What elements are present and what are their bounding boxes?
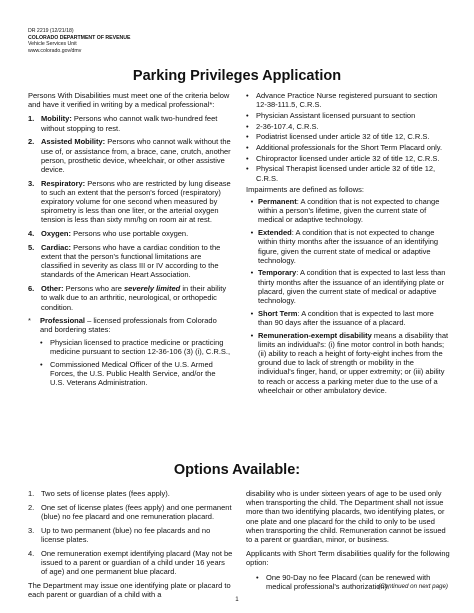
professional-more-text: Podiatrist licensed under article 32 of title 12, C.R.S. <box>256 132 430 142</box>
bullet-icon: • <box>246 121 249 131</box>
professional-item <box>40 338 231 356</box>
bullet-icon: • <box>40 337 43 347</box>
criterion-label: Assisted Mobility: <box>41 137 106 147</box>
criterion-body <box>41 114 231 132</box>
form-id: DR 2219 (12/21/18) <box>28 28 74 34</box>
criterion-item <box>28 114 231 132</box>
asterisk-marker: * <box>28 316 31 326</box>
criterion-text: Persons who have a cardiac condition to the extent that the person's functional limitations are classified in severity as class III or IV according to the standards of the American Heart Association. <box>41 242 221 280</box>
impairment-text: : A condition that is expected to last more than 90 days after the issuance of a placard. <box>258 308 434 327</box>
professional-more-item <box>246 154 450 163</box>
impairment-item <box>246 309 450 327</box>
option-item <box>28 549 233 577</box>
criterion-number: 2. <box>28 137 35 147</box>
professional-label: Professional <box>40 316 86 326</box>
professional-list <box>40 338 231 388</box>
bullet-icon: • <box>250 308 254 318</box>
bullet-icon: • <box>246 164 249 174</box>
department-name: COLORADO DEPARTMENT OF REVENUE <box>28 34 131 41</box>
impairment-text: means a disability that limits an individual's: (i) fine motor control in both hands; (ii) ability to reach a height of forty-eight inches from the ground due to lack of strength or mobility in the individual's finger, hand, or upper extremity; or (iii) ability to reach or access a parking meter due to the use of a wheelchair or other ambulatory device. <box>258 330 449 395</box>
criterion-item <box>28 229 231 238</box>
bullet-icon: • <box>40 360 43 370</box>
option-text: Up to two permanent (blue) no fee placards and no license plates. <box>41 525 211 544</box>
option-number: 1. <box>28 489 35 498</box>
impairment-text: : A condition that is expected to last less than thirty months after the issuance of an identifying plate or placard, given the current state of medical or adaptive technology. <box>258 268 446 306</box>
criterion-text: Persons who are restricted by lung disease to such an extent that the person's forced (respiratory) expiratory volume for one second when measured by spirometry is less than one liter, or the arterial oxygen tension is less than sixty mm/hg on room air at rest. <box>41 178 231 225</box>
criterion-body <box>41 137 231 174</box>
option-text: Two sets of license plates (fees apply). <box>41 489 170 498</box>
professional-more-text: Chiropractor licensed under article 32 of title 12, C.R.S. <box>256 153 440 163</box>
criterion-text: Persons who cannot walk two-hundred feet without stopping to rest. <box>41 114 218 133</box>
options-title: Options Available: <box>173 462 301 478</box>
professional-more-item <box>246 132 450 141</box>
professional-more-item <box>246 111 450 120</box>
professional-more-text: 2-36-107.4, C.R.S. <box>256 121 319 131</box>
criteria-column <box>28 91 231 392</box>
impairment-body <box>258 197 450 225</box>
bullet-icon: • <box>246 153 249 163</box>
criterion-number: 3. <box>28 178 35 188</box>
impairments-intro: Impairments are defined as follows: <box>246 184 364 194</box>
criteria-list <box>28 114 231 279</box>
bullet-icon: • <box>246 132 249 142</box>
criterion-label: Cardiac: <box>41 242 72 252</box>
criterion-text: Persons who use portable oxygen. <box>73 229 189 239</box>
professional-more-text: Advance Practice Nurse registered pursuant to section 12-38-111.5, C.R.S. <box>256 91 438 110</box>
page-title: Parking Privileges Application <box>132 68 342 84</box>
continued-note: (Continued on next page) <box>378 583 448 590</box>
bullet-icon: • <box>250 228 254 238</box>
criterion-number: 6. <box>28 284 35 294</box>
options-continued-column <box>246 489 450 593</box>
options-continued: disability who is under sixteen years of age to be used only when transporting the child. The Department shall not issue more than two identifying placards, two identifying plates, or one plate and one placard for the child to only to be used when transporting the child. Remuneration cannot be issued to a parent or guardian, minor, or business. <box>246 489 446 545</box>
unit-name: Vehicle Services Unit <box>28 41 77 48</box>
impairment-item <box>246 268 450 305</box>
bullet-icon: • <box>250 197 254 207</box>
criterion-text-post: in their ability to walk due to an arthritic, neurological, or orthopedic condition. <box>41 284 227 312</box>
impairment-label: Permanent <box>258 197 297 207</box>
option-number: 2. <box>28 502 35 512</box>
professional-more-item <box>246 164 450 182</box>
short-term-intro: Applicants with Short Term disabilities qualify for the following option: <box>246 549 450 568</box>
professional-more-list <box>246 91 450 183</box>
professional-text: – licensed professionals from Colorado and bordering states: <box>40 316 217 335</box>
page-number: 1 <box>235 596 239 603</box>
impairment-label: Extended <box>258 228 292 238</box>
professional-item-text: Physician licensed to practice medicine or practicing medicine pursuant to section 12-36-106 (3) (i), C.R.S., <box>50 337 231 356</box>
criterion-body <box>41 229 231 238</box>
impairment-text: : A condition that is not expected to change within a person's lifetime, given the current state of medical or adaptive technology. <box>258 197 440 225</box>
professional-item-text: Commissioned Medical Officer of the U.S. Armed Forces, the U.S. Public Health Service, and/or the U.S. Veterans Administration. <box>50 360 216 388</box>
professional-more-text: Additional professionals for the Short Term Placard only. <box>256 143 443 153</box>
criterion-item <box>28 284 231 312</box>
option-number: 4. <box>28 548 35 558</box>
options-column <box>28 489 233 604</box>
impairment-body <box>258 268 450 305</box>
impairment-item <box>246 197 450 225</box>
criterion-emphasis: severely limited <box>123 284 181 294</box>
professional-more-item <box>246 91 450 109</box>
short-term-text: One 90-Day no fee Placard (can be renewed with medical professional's authorization). <box>266 572 431 591</box>
criterion-text: Persons who cannot walk without the use of, or assistance from, a brace, cane, crutch, another person, prosthetic device, wheelchair, or other assistive device. <box>41 137 231 174</box>
criterion-label: Respiratory: <box>41 178 86 188</box>
criterion-number: 5. <box>28 242 35 252</box>
impairment-label: Short Term <box>258 308 298 318</box>
form-header <box>28 28 131 54</box>
criteria-intro: Persons With Disabilities must meet one of the criteria below and have it verified in writing by a medical professional*: <box>28 91 230 110</box>
criterion-label: Mobility: <box>41 114 72 124</box>
criterion-label: Other: <box>41 284 64 294</box>
option-item <box>28 503 233 521</box>
option-item <box>28 526 233 544</box>
criterion-item <box>28 137 231 174</box>
bullet-icon: • <box>246 143 249 153</box>
criterion-body <box>41 179 231 225</box>
professional-more-text: Physician Assistant licensed pursuant to section <box>256 110 416 120</box>
bullet-icon: • <box>250 330 254 340</box>
impairment-item <box>246 331 450 395</box>
impairment-text: : A condition that is not expected to change within thirty months after the issuance of an identifying figure, given the current state of medical or adaptive technology. <box>258 228 439 265</box>
bullet-icon: • <box>250 268 254 278</box>
option-item <box>28 489 233 498</box>
professional-more-text: Physical Therapist licensed under article 32 of title 12, C.R.S. <box>256 164 436 183</box>
impairments-list <box>246 197 450 395</box>
impairment-body <box>258 309 450 327</box>
criterion-body <box>41 243 231 280</box>
impairment-body <box>258 331 450 395</box>
impairment-label: Temporary <box>258 268 297 278</box>
criterion-number: 1. <box>28 114 35 124</box>
criterion-item <box>28 179 231 225</box>
impairment-item <box>246 228 450 265</box>
impairment-body <box>258 228 450 265</box>
option-number: 3. <box>28 525 35 535</box>
options-list <box>28 489 233 576</box>
impairment-label: Remuneration-exempt disability <box>258 330 372 340</box>
criterion-item <box>28 243 231 280</box>
options-paragraph: The Department may issue one identifying plate or placard to each parent or guardian of a child with a <box>28 580 231 599</box>
professional-item <box>40 360 231 388</box>
bullet-icon: • <box>256 572 259 582</box>
criterion-number: 4. <box>28 229 35 239</box>
dmv-url: www.colorado.gov/dmv <box>28 47 82 54</box>
bullet-icon: • <box>246 91 249 100</box>
option-text: One set of license plates (fees apply) and one permanent (blue) no fee placard and one remuneration placard. <box>41 502 232 521</box>
criterion-text-pre: Persons who are <box>65 284 122 294</box>
professional-more-item <box>246 122 450 131</box>
impairments-column <box>246 91 450 399</box>
criterion-label: Oxygen: <box>41 229 72 239</box>
professional-definition <box>28 316 231 334</box>
professional-more-item <box>246 143 450 152</box>
bullet-icon: • <box>246 110 249 120</box>
criteria-list-other <box>28 284 231 312</box>
option-text: One remuneration exempt identifying placard (May not be issued to a parent or guardian of a child under 16 years of age) and one permanent blue placard. <box>41 548 233 576</box>
